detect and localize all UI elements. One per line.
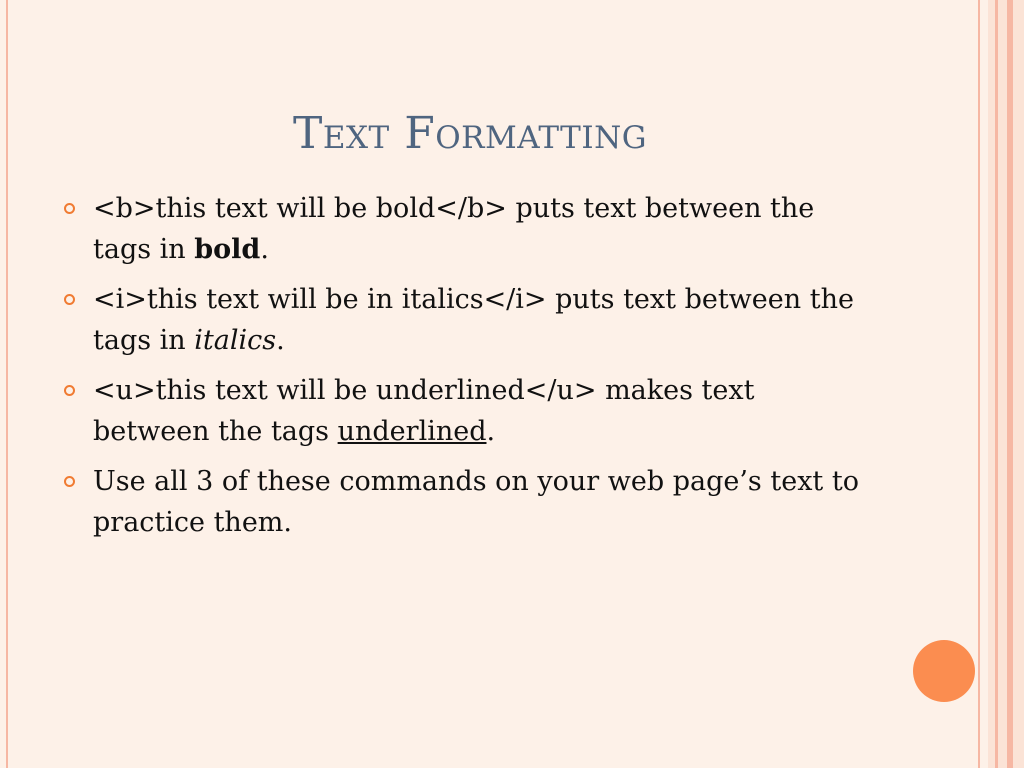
bullet-marker-icon	[64, 476, 75, 487]
bullet-list	[60, 188, 860, 552]
bullet-text: <b>this text will be bold</b> puts text between the tags in	[93, 193, 815, 265]
frame-line-right	[1007, 0, 1013, 768]
bullet-text: Use all 3 of these commands on your web page’s text to practice them.	[93, 466, 859, 538]
decorative-circle	[913, 640, 975, 702]
bullet-item	[60, 461, 860, 543]
bullet-item	[60, 279, 860, 361]
bullet-marker-icon	[64, 294, 75, 305]
bullet-text: <i>this text will be in italics</i> puts text between the tags in	[93, 284, 854, 356]
bullet-tail: .	[486, 416, 496, 447]
frame-band-right	[988, 0, 1024, 768]
slide-title: Text Formatting	[293, 108, 647, 159]
underlined-example: underlined	[337, 416, 487, 447]
bullet-tail: .	[276, 325, 285, 356]
bullet-item	[60, 370, 860, 452]
bullet-marker-icon	[64, 203, 75, 214]
bold-example: bold	[194, 234, 261, 265]
bullet-item	[60, 188, 860, 270]
bullet-text: <u>this text will be underlined</u> makes text between the tags	[93, 375, 755, 447]
bullet-tail: .	[260, 234, 269, 265]
italics-example: italics	[194, 325, 277, 356]
frame-line-right	[978, 0, 980, 768]
bullet-marker-icon	[64, 385, 75, 396]
frame-line-right	[995, 0, 998, 768]
